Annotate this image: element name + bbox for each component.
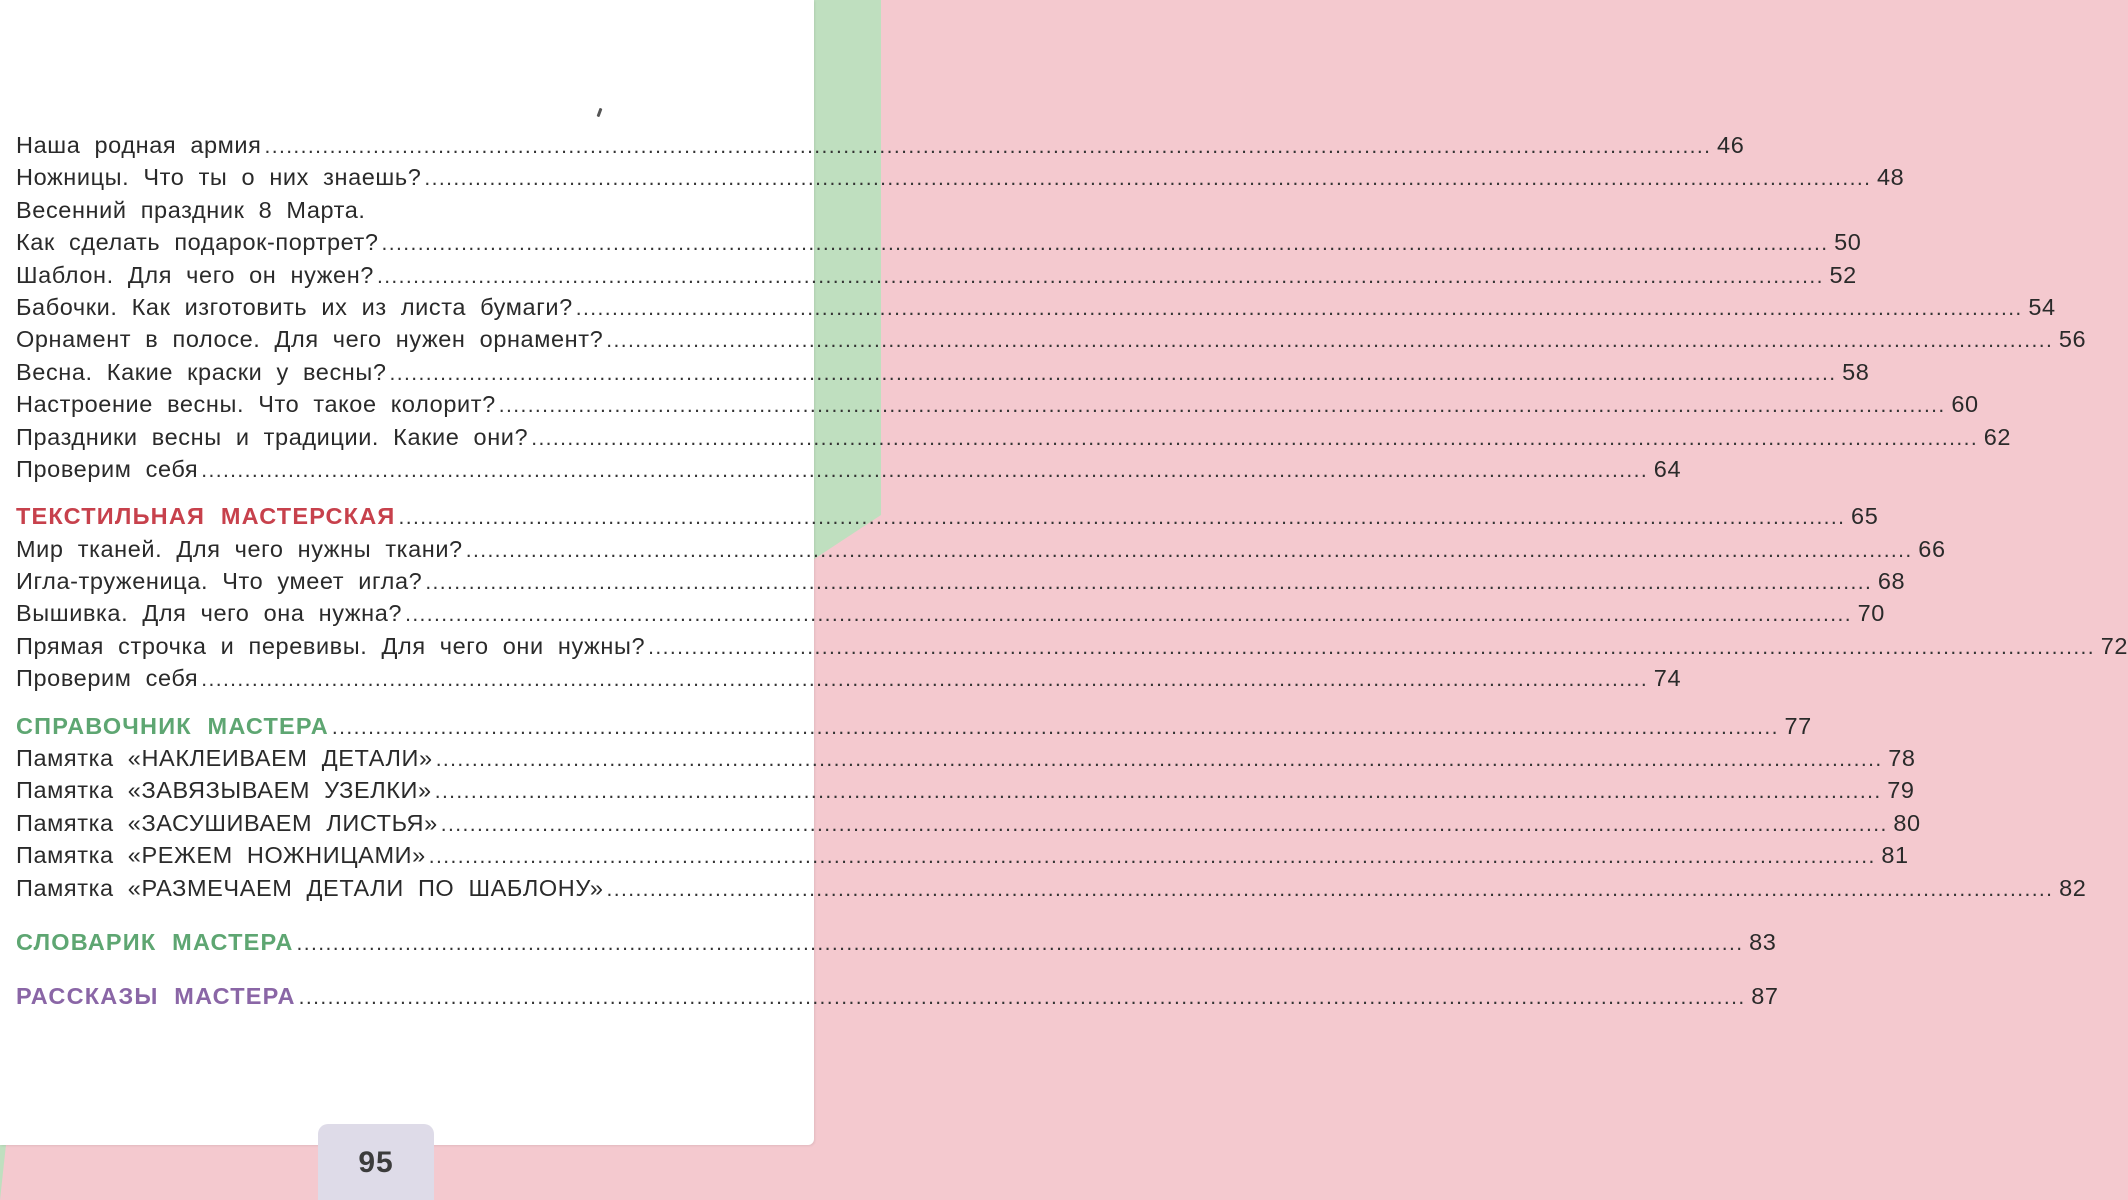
toc-leader-dots: ........................................................................................................................................................................................................ — [201, 668, 1649, 692]
toc-entry — [16, 261, 1857, 294]
toc-entry-title: Вышивка. Для чего она нужна? — [16, 600, 403, 627]
toc-leader-dots: ........................................................................................................................................................................................................ — [331, 715, 1779, 739]
toc-leader-dots: ........................................................................................................................................................................................................ — [606, 877, 2054, 901]
toc-entry-page: 64 — [1653, 455, 1682, 482]
toc-entry — [16, 132, 1745, 164]
toc-leader-dots: ........................................................................................................................................................................................................ — [405, 603, 1852, 627]
toc-entry-page: 70 — [1857, 600, 1885, 627]
toc-leader-dots: ........................................................................................................................................................................................................ — [428, 845, 1876, 869]
toc-entry-page: 56 — [2058, 326, 2087, 353]
toc-entry — [16, 777, 1915, 809]
toc-entry-page: 78 — [1888, 745, 1916, 772]
toc-entry — [16, 326, 2087, 358]
toc-entry-title: Проверим себя — [16, 455, 199, 482]
table-of-contents — [16, 132, 2128, 1016]
toc-entry — [16, 423, 2012, 456]
toc-entry-page: 46 — [1717, 132, 1745, 158]
toc-entry-title: Прямая строчка и перевивы. Для чего они нужны? — [16, 632, 646, 659]
toc-leader-dots: ........................................................................................................................................................................................................ — [298, 986, 1746, 1010]
toc-entry-title: Бабочки. Как изготовить их из листа бумаги? — [16, 293, 573, 320]
toc-entry-page: 68 — [1877, 568, 1906, 595]
toc-section-heading — [16, 712, 1812, 745]
toc-entry — [16, 293, 2056, 326]
toc-entry-page: 58 — [1842, 358, 1870, 385]
toc-entry-page: 62 — [1983, 423, 2012, 450]
toc-leader-dots: ........................................................................................................................................................................................................ — [376, 264, 1824, 288]
toc-entry-page: 65 — [1851, 503, 1879, 530]
section-title: ТЕКСТИЛЬНАЯ МАСТЕРСКАЯ — [16, 503, 396, 530]
toc-entry-title: Проверим себя — [16, 665, 199, 692]
toc-entry-page: 79 — [1887, 777, 1915, 804]
section-title: СЛОВАРИК МАСТЕРА — [16, 928, 294, 955]
toc-entry — [16, 358, 1870, 391]
toc-entry-title: Праздники весны и традиции. Какие они? — [16, 423, 529, 450]
toc-leader-dots: ........................................................................................................................................................................................................ — [389, 361, 1837, 385]
toc-entry-title: Памятка «НАКЛЕИВАЕМ ДЕТАЛИ» — [16, 745, 433, 772]
section-title: СПРАВОЧНИК МАСТЕРА — [16, 712, 329, 739]
toc-entry-title: Игла-труженица. Что умеет игла? — [16, 568, 423, 595]
toc-entry-page: 83 — [1749, 928, 1777, 955]
toc-leader-dots: ........................................................................................................................................................................................................ — [465, 538, 1913, 562]
toc-entry-title: Ножницы. Что ты о них знаешь? — [16, 164, 422, 191]
print-mark — [597, 108, 603, 117]
toc-leader-dots: ........................................................................................................................................................................................................ — [424, 167, 1872, 191]
toc-entry-page: 82 — [2059, 874, 2087, 901]
toc-leader-dots: ........................................................................................................................................................................................................ — [531, 426, 1979, 450]
toc-entry — [16, 391, 1979, 423]
toc-leader-dots: ........................................................................................................................................................................................................ — [434, 780, 1882, 804]
toc-leader-dots: ........................................................................................................................................................................................................ — [648, 635, 2096, 659]
toc-leader-dots: ........................................................................................................................................................................................................ — [201, 458, 1649, 482]
toc-entry-title: Весна. Какие краски у весны? — [16, 358, 387, 385]
toc-leader-dots: ........................................................................................................................................................................................................ — [381, 232, 1829, 256]
page-number: 95 — [358, 1146, 394, 1179]
toc-leader-dots: ........................................................................................................................................................................................................ — [425, 571, 1873, 595]
toc-entry-page: 87 — [1751, 983, 1779, 1010]
toc-entry-title: Шаблон. Для чего он нужен? — [16, 261, 374, 288]
toc-entry-title: Настроение весны. Что такое колорит? — [16, 391, 496, 418]
toc-entry-page: 81 — [1881, 842, 1909, 869]
toc-entry — [16, 535, 1946, 568]
toc-entry — [16, 842, 1909, 874]
toc-entry-page: 52 — [1829, 261, 1857, 288]
toc-entry-page: 50 — [1834, 229, 1862, 256]
toc-entry-page: 80 — [1893, 809, 1921, 836]
toc-leader-dots: ........................................................................................................................................................................................................ — [398, 506, 1846, 530]
toc-entry — [16, 809, 1921, 842]
toc-entry-title: Весенний праздник 8 Марта. — [16, 196, 366, 223]
toc-entry-page: 54 — [2028, 293, 2056, 320]
toc-entry-page: 60 — [1951, 391, 1979, 418]
toc-entry-title: Памятка «ЗАВЯЗЫВАЕМ УЗЕЛКИ» — [16, 777, 432, 804]
toc-entry — [16, 568, 1906, 600]
toc-leader-dots: ........................................................................................................................................................................................................ — [440, 812, 1888, 836]
toc-section-heading — [16, 503, 1879, 535]
toc-entry — [16, 632, 2128, 665]
toc-entry — [16, 745, 1916, 777]
toc-entry-title: Памятка «РЕЖЕМ НОЖНИЦАМИ» — [16, 842, 426, 869]
toc-entry — [16, 874, 2087, 907]
toc-entry — [16, 229, 1862, 261]
toc-entry — [16, 600, 1885, 632]
toc-leader-dots: ........................................................................................................................................................................................................ — [264, 135, 1712, 158]
toc-section-heading — [16, 983, 1779, 1015]
toc-leader-dots: ........................................................................................................................................................................................................ — [498, 394, 1946, 418]
page-number-tab — [318, 1124, 434, 1200]
toc-entry-page: 72 — [2100, 632, 2128, 659]
toc-entry — [16, 665, 1682, 697]
toc-leader-dots: ........................................................................................................................................................................................................ — [435, 748, 1883, 772]
toc-entry — [16, 455, 1682, 488]
toc-section-heading — [16, 928, 1777, 961]
toc-entry-title: Как сделать подарок-портрет? — [16, 229, 379, 256]
toc-entry-page: 48 — [1876, 164, 1905, 191]
toc-entry-page: 66 — [1918, 535, 1946, 562]
section-title: РАССКАЗЫ МАСТЕРА — [16, 983, 296, 1010]
toc-entry-title: Памятка «ЗАСУШИВАЕМ ЛИСТЬЯ» — [16, 809, 438, 836]
toc-entry-page: 74 — [1653, 665, 1682, 692]
toc-entry — [16, 164, 1905, 196]
toc-entry-title: Орнамент в полосе. Для чего нужен орнамент? — [16, 326, 604, 353]
toc-entry — [16, 197, 764, 229]
toc-entry-title: Мир тканей. Для чего нужны ткани? — [16, 535, 463, 562]
toc-leader-dots: ........................................................................................................................................................................................................ — [606, 329, 2054, 353]
toc-entry-title: Наша родная армия — [16, 132, 262, 158]
toc-entry-title: Памятка «РАЗМЕЧАЕМ ДЕТАЛИ ПО ШАБЛОНУ» — [16, 874, 604, 901]
toc-leader-dots: ........................................................................................................................................................................................................ — [575, 296, 2023, 320]
toc-leader-dots: ........................................................................................................................................................................................................ — [296, 931, 1744, 955]
toc-entry-page: 77 — [1784, 712, 1812, 739]
